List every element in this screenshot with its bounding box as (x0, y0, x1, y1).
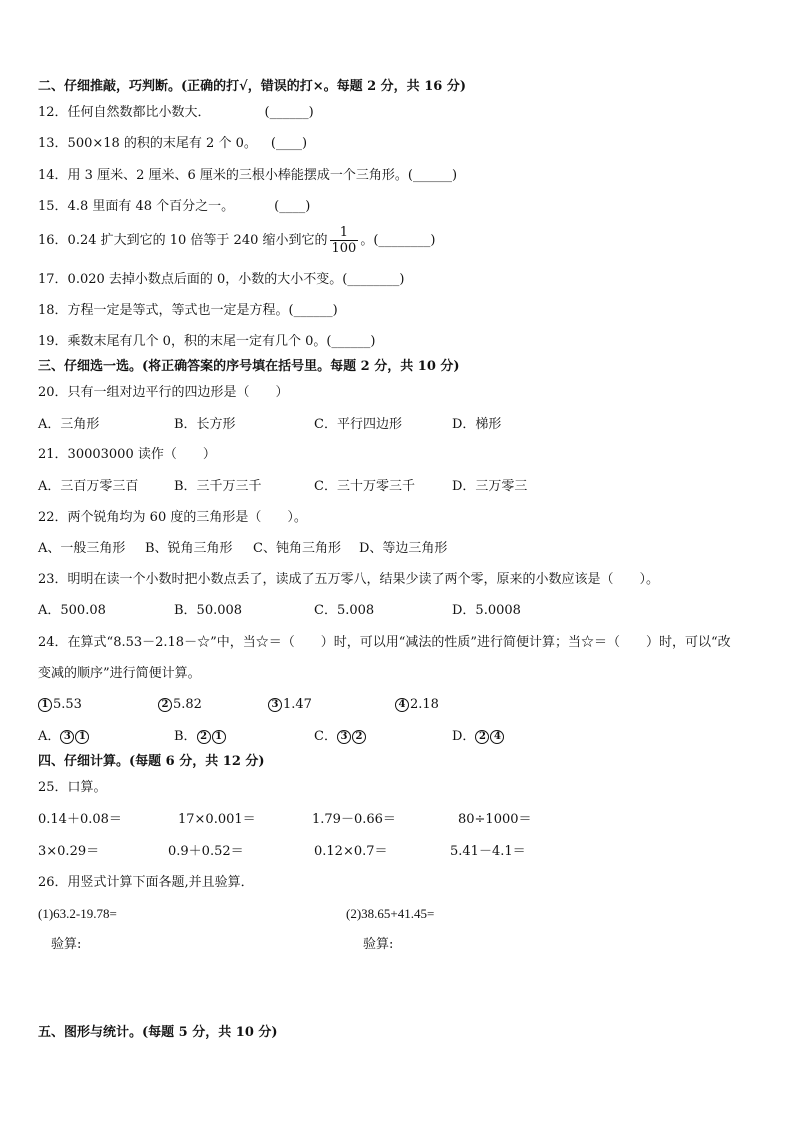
circled-number: 1 (212, 730, 226, 744)
section-2-heading: 二、仔细推敲，巧判断。(正确的打√，错误的打×。每题 2 分，共 16 分) (38, 79, 466, 94)
question-16: 16．0.24 扩大到它的 10 倍等于 240 缩小到它的 $\frac{1}{100}$ 。(________) (38, 225, 436, 256)
q20-option-d: D．梯形 (452, 417, 502, 432)
calc-3: 1.79－0.66＝ (312, 812, 396, 827)
question-26: 26．用竖式计算下面各题,并且验算． (38, 875, 254, 890)
question-23: 23．明明在读一个小数时把小数点丢了，读成了五万零八，结果少读了两个零，原来的小数应该是（ ）。 (38, 572, 660, 587)
q26-check-2: 验算: (363, 937, 394, 952)
q23-option-c: C．5.008 (314, 603, 375, 618)
q24-option-a: A． 3 1 (38, 728, 90, 746)
calc-6: 0.9＋0.52＝ (168, 844, 244, 859)
q24-choice-4: 4 2.18 (395, 696, 439, 714)
q26-check-1: 验算: (51, 937, 82, 952)
circled-number: 3 (60, 730, 74, 744)
q21-option-c: C．三十万零三千 (314, 479, 415, 494)
q22-option-d: D、等边三角形 (359, 541, 448, 556)
question-18: 18．方程一定是等式，等式也一定是方程。(______) (38, 303, 338, 318)
q26-part-2: (2)38.65+41.45= (346, 906, 435, 921)
q20-option-a: A．三角形 (38, 417, 100, 432)
q24-choice-1: 1 5.53 (38, 696, 82, 714)
circled-number: 2 (352, 730, 366, 744)
question-12: 12．任何自然数都比小数大． (______) (38, 105, 314, 120)
q22-option-c: C、钝角三角形 (253, 541, 341, 556)
q24-choice-2: 2 5.82 (158, 696, 202, 714)
calc-5: 3×0.29＝ (38, 844, 100, 859)
circled-number: 1 (38, 698, 52, 712)
q21-option-b: B．三千万三千 (174, 479, 262, 494)
question-25: 25．口算。 (38, 780, 107, 795)
fraction: $\frac{1}{100}$ (331, 225, 357, 256)
circled-number: 1 (75, 730, 89, 744)
q26-part-1: (1)63.2-19.78= (38, 906, 117, 921)
question-24-line1: 24．在算式“8.53－2.18－☆”中，当☆＝（ ）时，可以用“减法的性质”进行简便计算；当☆＝（ ）时，可以“改 (38, 635, 731, 650)
circled-number: 3 (337, 730, 351, 744)
question-24-line2: 变减的顺序”进行简便计算。 (38, 666, 201, 681)
q20-option-b: B．长方形 (174, 417, 236, 432)
calc-4: 80÷1000＝ (458, 812, 532, 827)
circled-number: 2 (158, 698, 172, 712)
calc-7: 0.12×0.7＝ (314, 844, 388, 859)
circled-number: 3 (268, 698, 282, 712)
section-4-heading: 四、仔细计算。(每题 6 分，共 12 分) (38, 754, 265, 769)
question-15: 15．4.8 里面有 48 个百分之一。 (____) (38, 199, 311, 214)
circled-number: 2 (475, 730, 489, 744)
question-21: 21．30003000 读作（ ） (38, 447, 216, 462)
calc-1: 0.14＋0.08＝ (38, 812, 122, 827)
q24-option-d: D． 2 4 (452, 728, 505, 746)
q24-option-c: C． 3 2 (314, 728, 367, 746)
question-22: 22．两个锐角均为 60 度的三角形是（ ）。 (38, 510, 307, 525)
q23-option-a: A．500.08 (38, 603, 106, 618)
question-19: 19．乘数末尾有几个 0，积的末尾一定有几个 0。(______) (38, 334, 376, 349)
calc-2: 17×0.001＝ (178, 812, 256, 827)
circled-number: 4 (395, 698, 409, 712)
question-13: 13．500×18 的积的末尾有 2 个 0。 (____) (38, 136, 308, 151)
q24-choice-3: 3 1.47 (268, 696, 312, 714)
q23-option-b: B．50.008 (174, 603, 243, 618)
q22-option-a: A、一般三角形 (38, 541, 126, 556)
question-20: 20．只有一组对边平行的四边形是（ ） (38, 385, 289, 400)
q23-option-d: D．5.0008 (452, 603, 521, 618)
calc-8: 5.41－4.1＝ (450, 844, 526, 859)
q21-option-d: D．三万零三 (452, 479, 528, 494)
section-5-heading: 五、图形与统计。(每题 5 分，共 10 分) (38, 1025, 278, 1040)
q24-option-b: B． 2 1 (174, 728, 227, 746)
circled-number: 2 (197, 730, 211, 744)
circled-number: 4 (490, 730, 504, 744)
section-3-heading: 三、仔细选一选。(将正确答案的序号填在括号里。每题 2 分，共 10 分) (38, 359, 460, 374)
q21-option-a: A．三百万零三百 (38, 479, 139, 494)
question-17: 17．0.020 去掉小数点后面的 0，小数的大小不变。(________) (38, 272, 405, 287)
q20-option-c: C．平行四边形 (314, 417, 402, 432)
q22-option-b: B、锐角三角形 (145, 541, 233, 556)
question-14: 14．用 3 厘米、2 厘米、6 厘米的三根小棒能摆成一个三角形。(______) (38, 168, 458, 183)
